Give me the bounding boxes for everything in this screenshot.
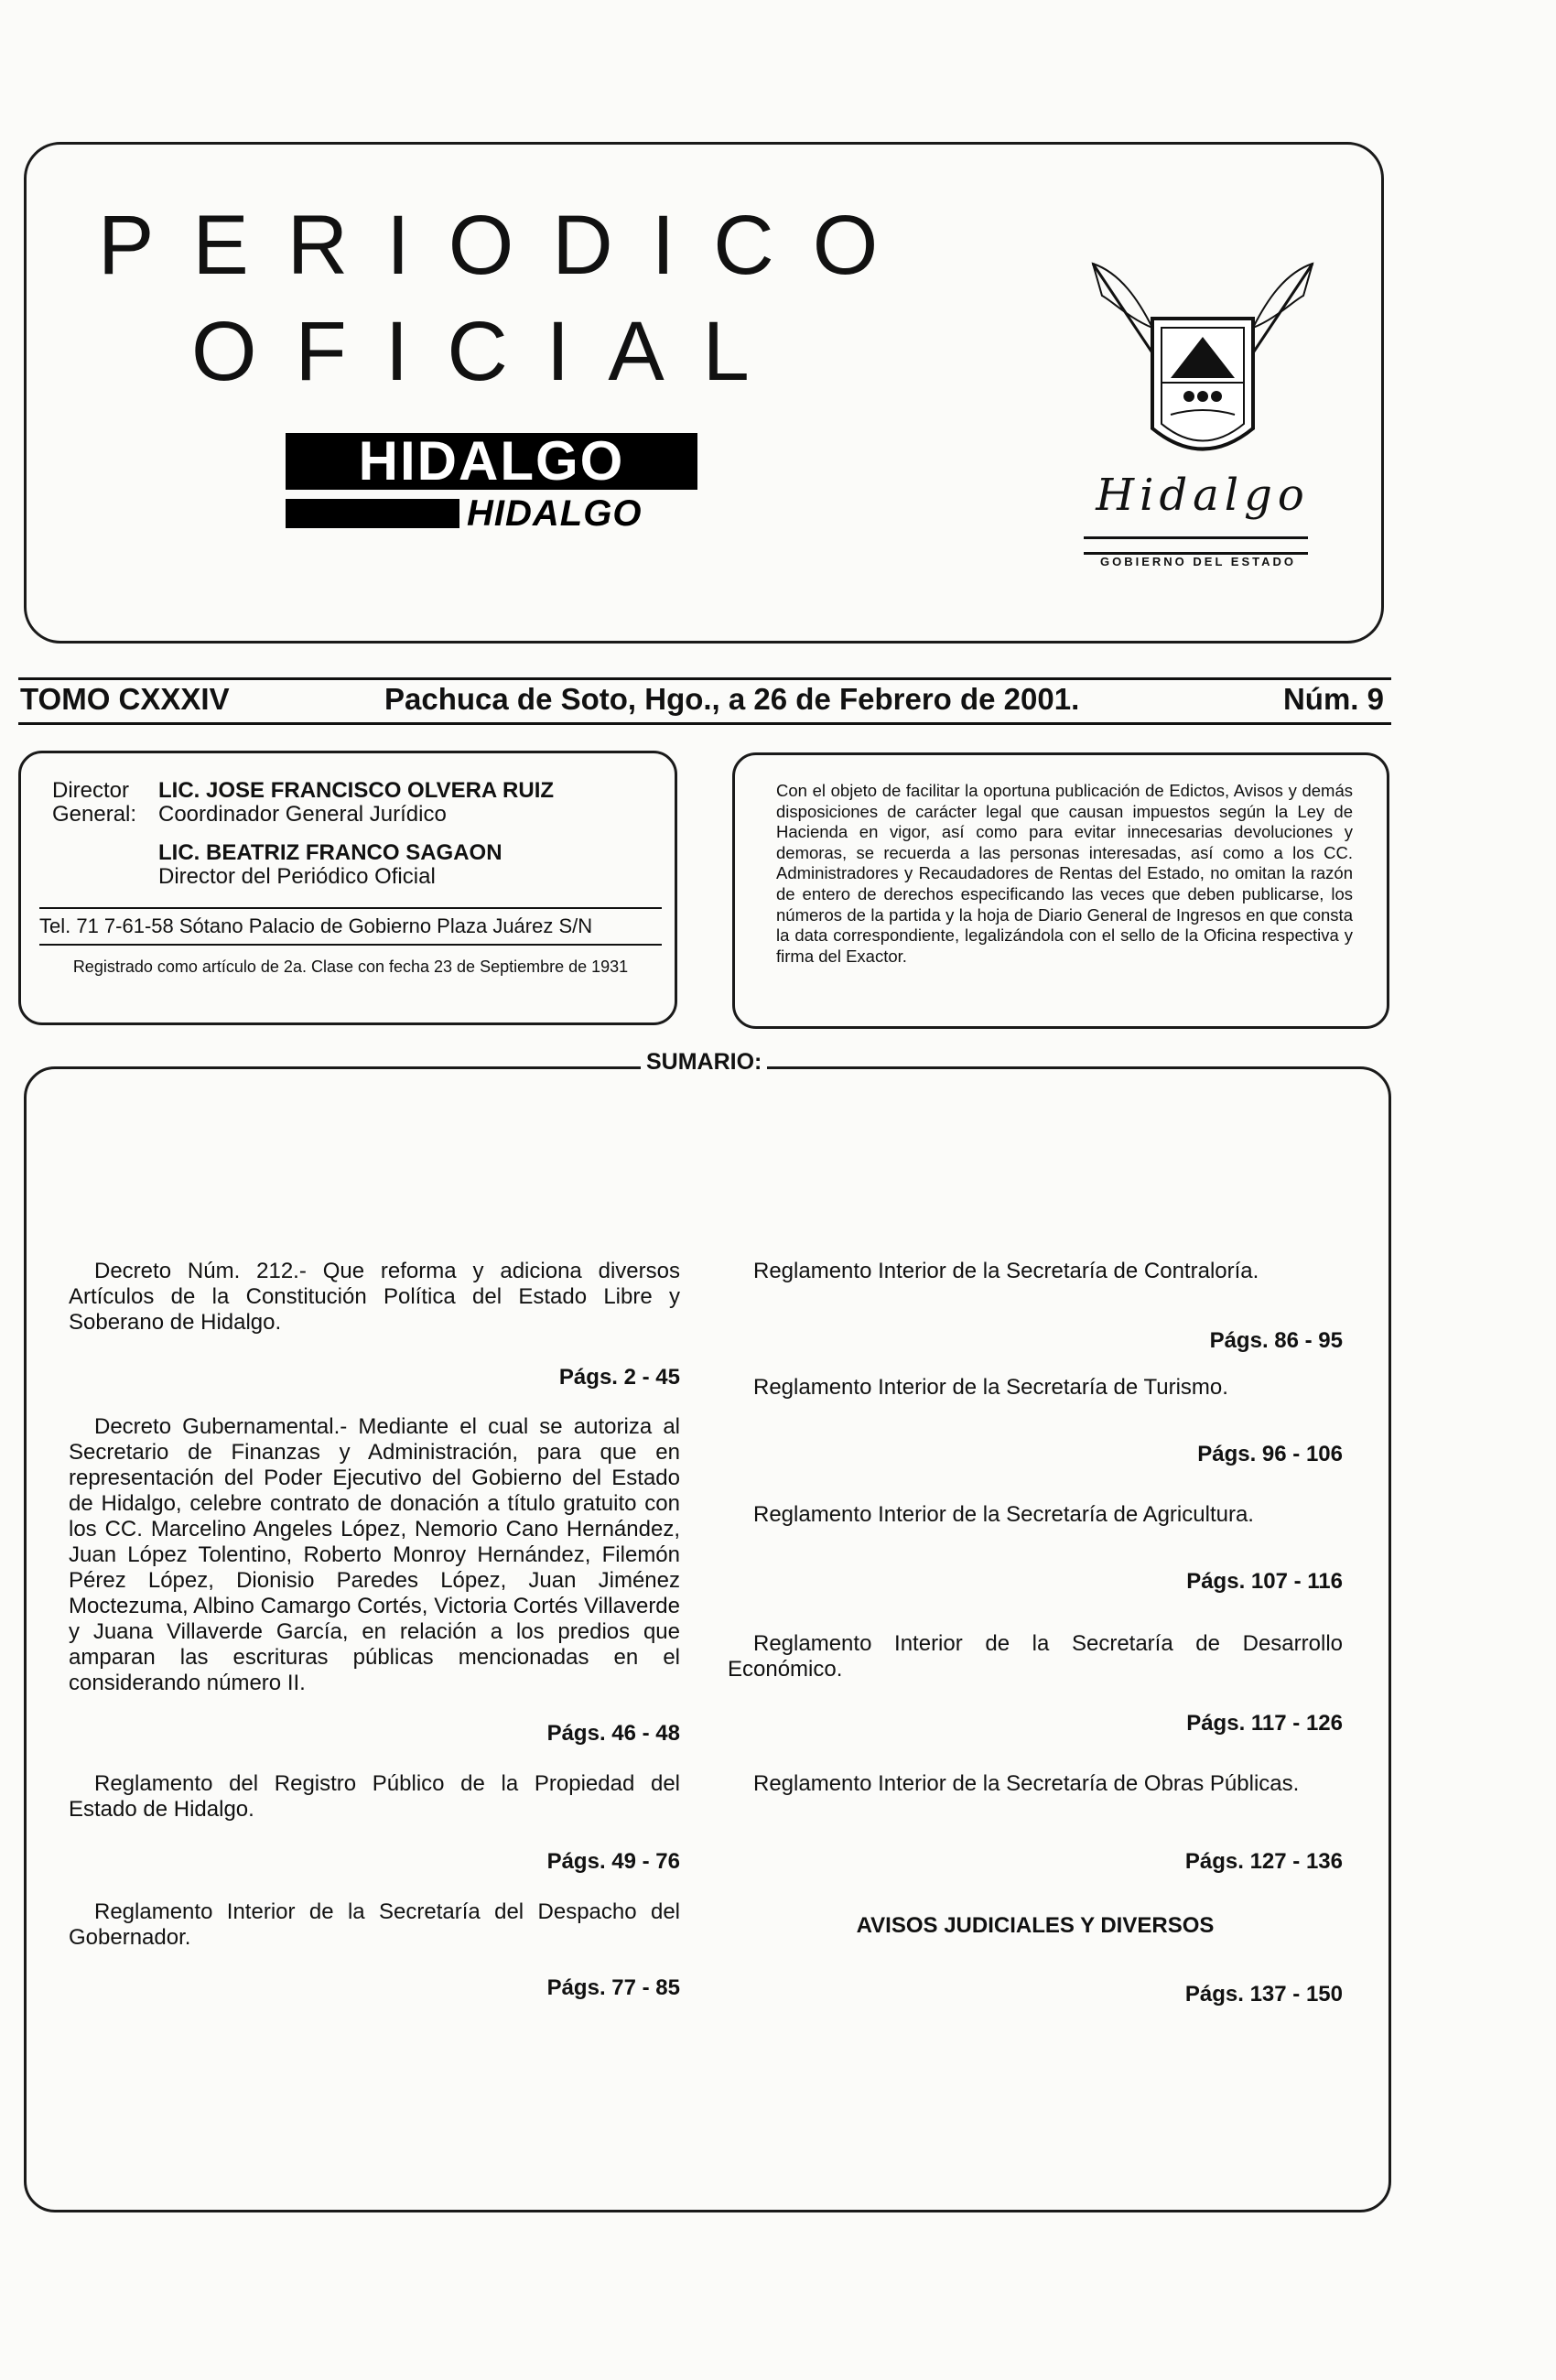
director-box [18, 751, 677, 1025]
place-date: Pachuca de Soto, Hgo., a 26 de Febrero de 2001. [384, 682, 1080, 716]
sumario-entry: Decreto Gubernamental.- Mediante el cual se autoriza al Secretario de Finanzas y Administración, para que en representación del Poder Ejecutivo del Gobierno del Estado de Hidalgo, celebre contrato de donación a título gratuito con los CC. Marcelino Angeles López, Nemorio Cano Hernández, Juan López Tolentino, Roberto Monroy Hernández, Filemón Pérez López, Dionisio Paredes López, Juan Jiménez Moctezuma, Albino Camargo Cortés, Victoria Cortés Villaverde y Juana Villaverde García, en relación a los predios que amparan las escrituras públicas mencionadas en el considerando número II. [69, 1414, 680, 1695]
sumario-pages: Págs. 96 - 106 [1197, 1442, 1343, 1466]
avisos-title: AVISOS JUDICIALES Y DIVERSOS [856, 1913, 1215, 1938]
sumario-pages: Págs. 86 - 95 [1209, 1328, 1343, 1353]
issue-line [18, 677, 1391, 725]
tomo: TOMO CXXXIV [20, 682, 230, 716]
crest-script-name: Hidalgo [1096, 470, 1310, 521]
title-periodico: PERIODICO [98, 199, 917, 292]
masthead [24, 142, 1384, 644]
registration-note: Registrado como artículo de 2a. Clase con fecha 23 de Septiembre de 1931 [72, 957, 629, 976]
notice-box [732, 752, 1389, 1029]
director-role: Director General: [52, 778, 137, 827]
editor-name: LIC. BEATRIZ FRANCO SAGAON [158, 840, 502, 865]
logo-subtitle: HIDALGO [467, 493, 643, 534]
sumario-pages: Págs. 137 - 150 [1184, 1982, 1343, 2007]
sumario-pages: Págs. 127 - 136 [1184, 1849, 1343, 1874]
state-crest-icon [1065, 245, 1340, 483]
sumario-entry: Reglamento Interior de la Secretaría de Agricultura. [753, 1502, 1254, 1527]
sumario-entry: Reglamento Interior de la Secretaría de Obras Públicas. [753, 1771, 1300, 1796]
logo-bar [286, 499, 459, 528]
sumario-pages: Págs. 49 - 76 [546, 1849, 680, 1874]
sumario-pages: Págs. 107 - 116 [1186, 1569, 1343, 1594]
sumario-left-column [69, 1259, 680, 2137]
sumario-entry: Reglamento Interior de la Secretaría del Despacho del Gobernador. [69, 1899, 680, 1950]
contact-info: Tel. 71 7-61-58 Sótano Palacio de Gobierno Plaza Juárez S/N [39, 907, 662, 946]
gov-label: GOBIERNO DEL ESTADO [1100, 555, 1296, 568]
editor-title: Director del Periódico Oficial [158, 864, 436, 889]
sumario-entry: Decreto Núm. 212.- Que reforma y adiciona diversos Artículos de la Constitución Política del Estado Libre y Soberano de Hidalgo. [69, 1259, 680, 1335]
sumario-pages: Págs. 46 - 48 [546, 1721, 680, 1746]
director-name: LIC. JOSE FRANCISCO OLVERA RUIZ [158, 778, 555, 803]
issue-number: Núm. 9 [1282, 682, 1384, 716]
sumario-entry: Reglamento Interior de la Secretaría de Desarrollo Económico. [728, 1631, 1343, 1682]
gov-divider [1084, 536, 1308, 555]
sumario-pages: Págs. 2 - 45 [558, 1365, 680, 1390]
sumario-label: SUMARIO: [641, 1049, 767, 1076]
sumario-pages: Págs. 117 - 126 [1186, 1711, 1343, 1736]
sumario-entry: Reglamento Interior de la Secretaría de Contraloría. [753, 1259, 1259, 1283]
logo-wordmark: HIDALGO [286, 433, 697, 490]
sumario-entry: Reglamento del Registro Público de la Propiedad del Estado de Hidalgo. [69, 1771, 680, 1822]
hidalgo-logo [260, 430, 699, 543]
sumario-entry: Reglamento Interior de la Secretaría de Turismo. [753, 1375, 1228, 1400]
director-title: Coordinador General Jurídico [158, 802, 447, 827]
notice-text: Con el objeto de facilitar la oportuna publicación de Edictos, Avisos y demás disposiciones de carácter legal que causan impuestos según la Ley de Hacienda en vigor, así como para evitar innecesarias devoluciones y demoras, se recuerda a las personas interesadas, así como a los CC. Administradores y Recaudadores de Rentas del Estado, no omitan la razón de entero de derechos especificando las veces que deben publicarse, los números de la partida y la hoja de Diario General de Ingresos en que consta la data correspondiente, legalizándola con el sello de la Oficina respectiva y firma del Exactor. [776, 781, 1353, 966]
sumario-right-column [728, 1259, 1343, 2037]
title-oficial: OFICIAL [191, 305, 788, 398]
sumario-pages: Págs. 77 - 85 [546, 1975, 680, 2000]
